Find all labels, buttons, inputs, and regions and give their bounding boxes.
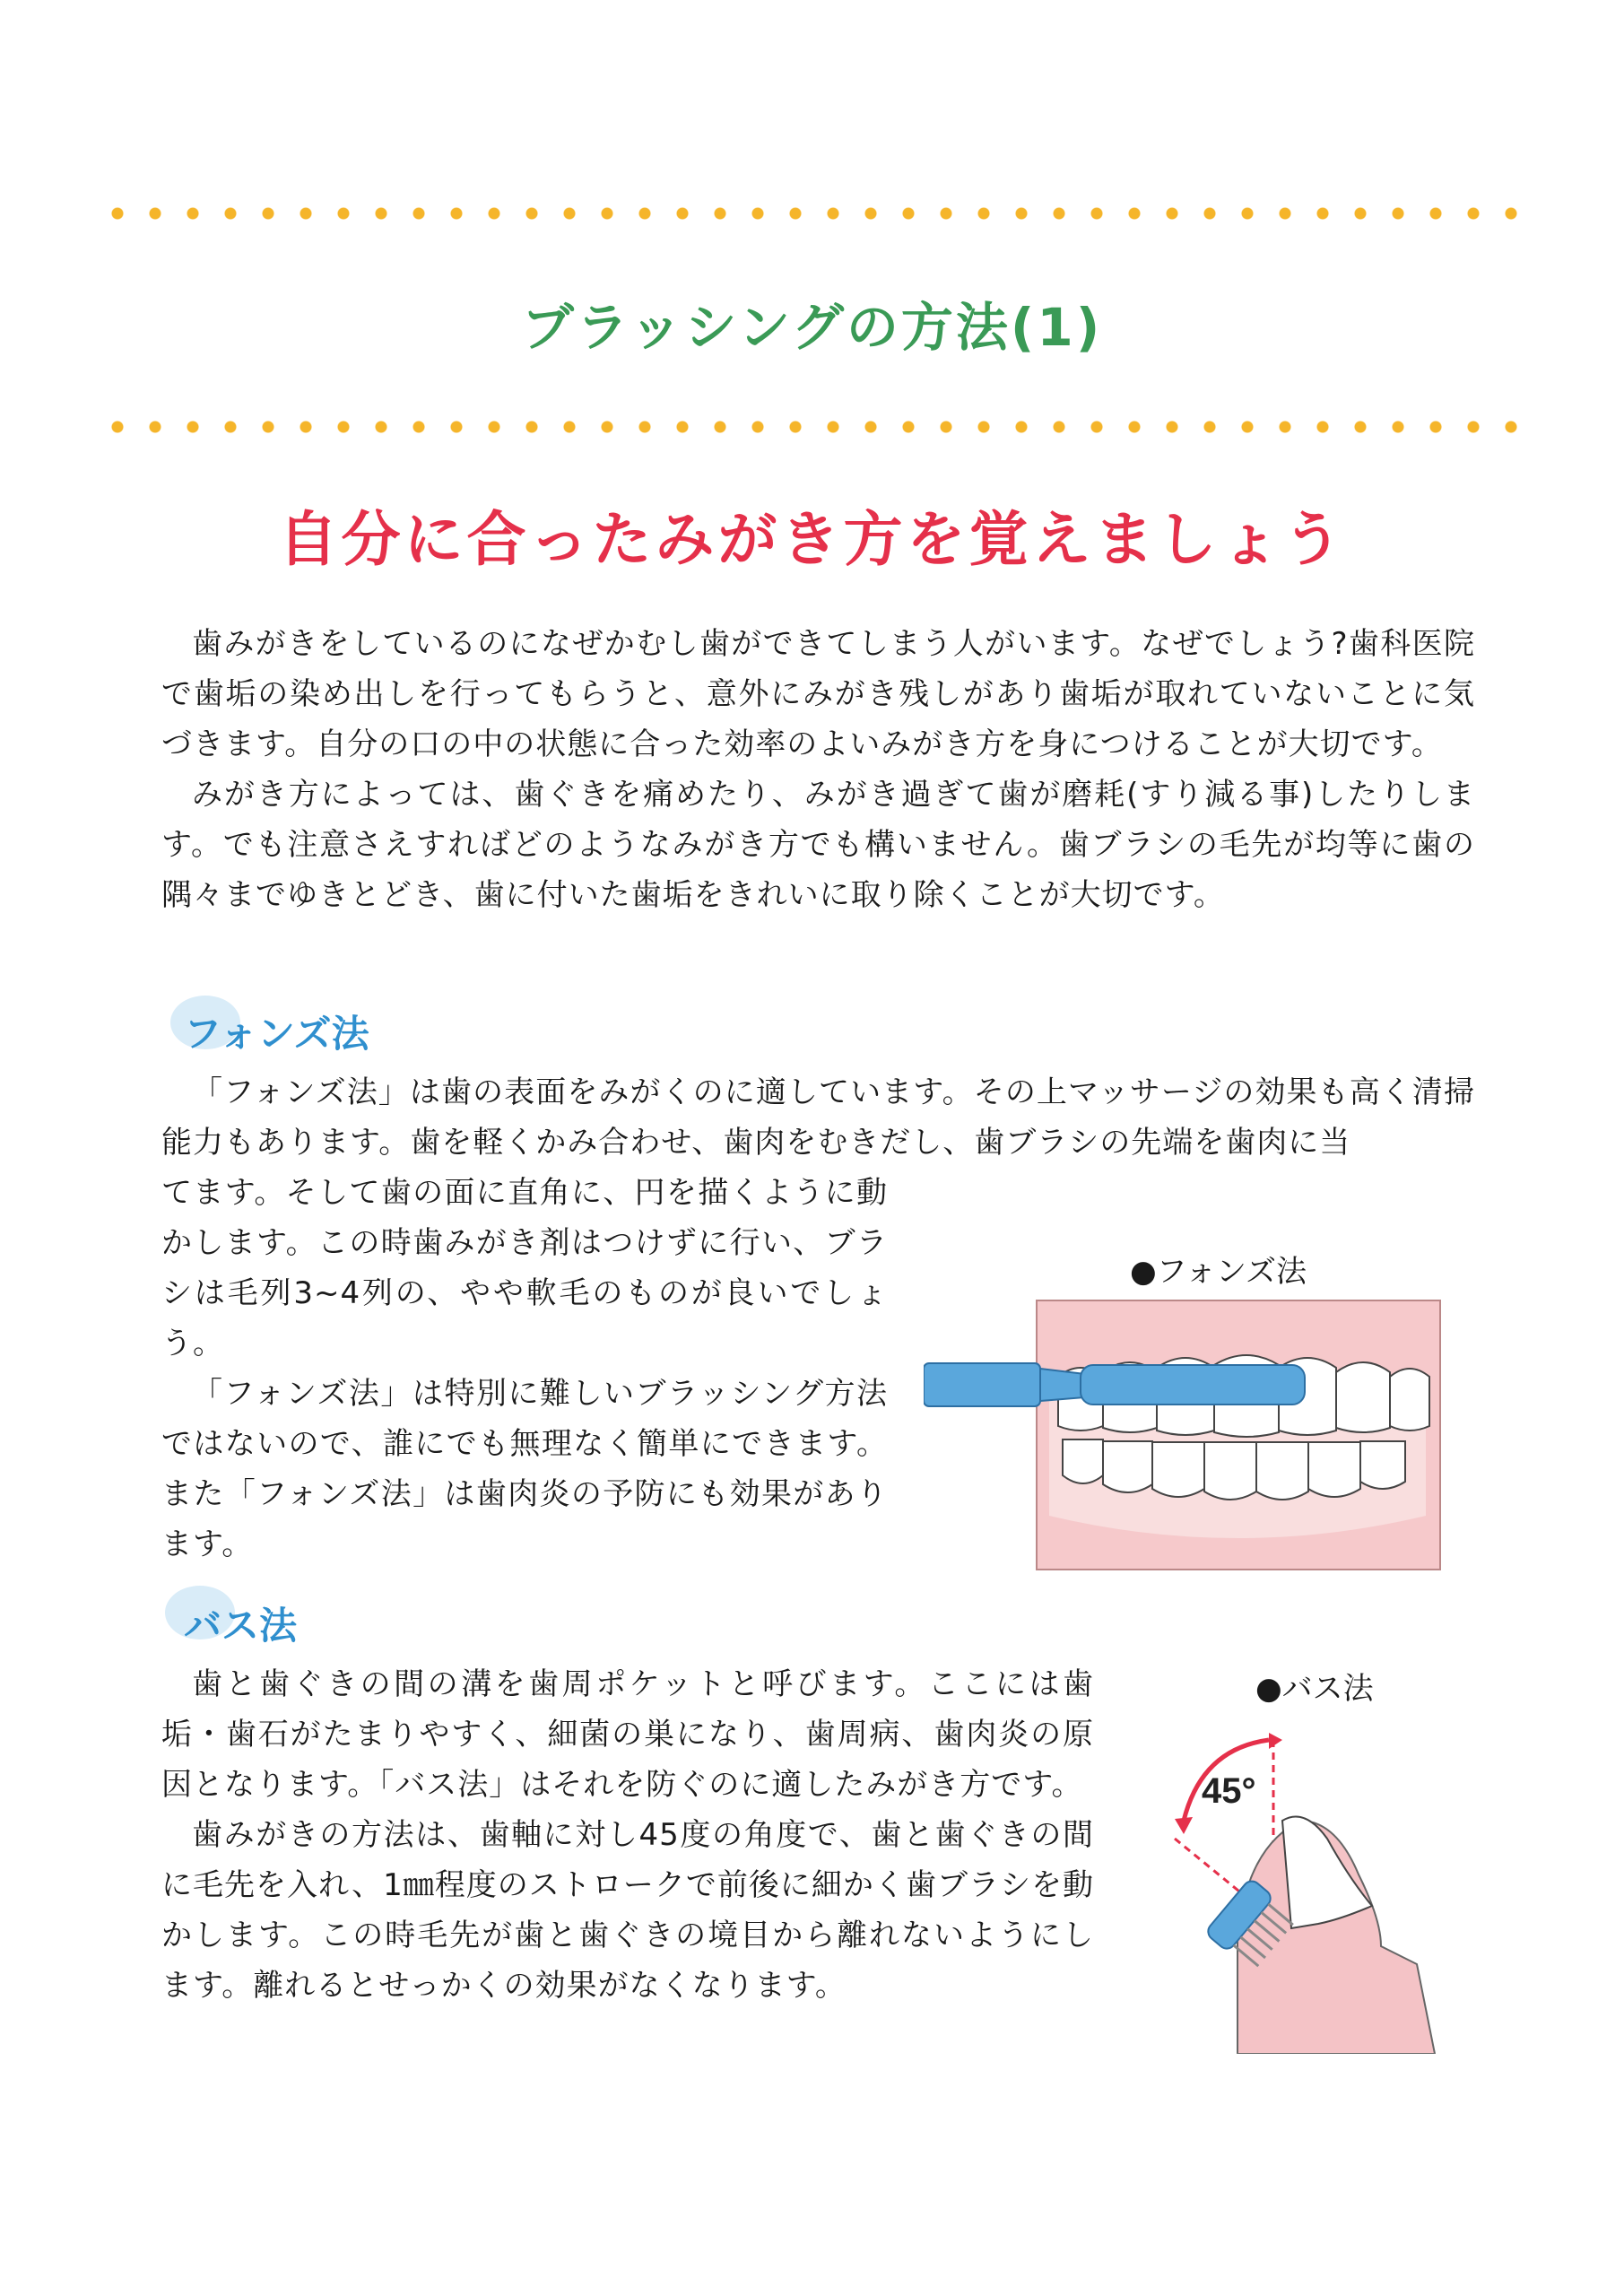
lower-teeth	[1063, 1439, 1405, 1500]
fones-paragraph-1-rest	[161, 1168, 888, 1570]
bass-text	[161, 1659, 1094, 2011]
top-dot-border	[99, 204, 1532, 222]
toothbrush-icon	[924, 1363, 1305, 1406]
bass-heading: バス法	[184, 1604, 298, 1648]
bass-paragraph-1: 歯と歯ぐきの間の溝を歯周ポケットと呼びます。ここには歯垢・歯石がたまりやすく、細菌の巣になり、歯周病、歯肉炎の原因となります。「バス法」はそれを防ぐのに適したみがき方です。	[161, 1666, 1094, 1803]
bass-figure-caption: ●バス法	[1255, 1671, 1374, 1707]
angle-arrow-right-icon	[1269, 1733, 1282, 1749]
headline: 自分に合ったみがき方を覚えましょう	[278, 505, 1346, 574]
fones-figure	[924, 1292, 1462, 1578]
bottom-dot-border	[99, 418, 1532, 436]
fones-paragraph-1-text: 「フォンズ法」は歯の表面をみがくのに適しています。その上マッサージの効果も高く清掃能力もあります。歯を軽くかみ合わせ、歯肉をむきだし、歯ブラシの先端を歯肉に当	[161, 1074, 1475, 1161]
fones-figure-caption: ●フォンズ法	[1130, 1254, 1307, 1290]
bass-figure	[1148, 1713, 1453, 2054]
page-title: ブラッシングの方法(1)	[521, 297, 1103, 358]
angle-arrow-left-icon	[1175, 1817, 1193, 1834]
angle-label: 45°	[1202, 1771, 1256, 1811]
fones-paragraph-1-rest-text: てます。そして歯の面に直角に、円を描くように動かします。この時歯みがき剤はつけずに行い、ブラシは毛列3~4列の、やや軟毛のものが良いでしょう。	[161, 1175, 888, 1361]
intro-paragraph-2: みがき方によっては、歯ぐきを痛めたり、みがき過ぎて歯が磨耗(すり減る事)したりします。でも注意さえすればどのようなみがき方でも構いません。歯ブラシの毛先が均等に歯の隅々までゆきとどき、歯に付いた歯垢をきれいに取り除くことが大切です。	[161, 777, 1475, 913]
intro-paragraph-1: 歯みがきをしているのになぜかむし歯ができてしまう人がいます。なぜでしょう?歯科医院で歯垢の染め出しを行ってもらうと、意外にみがき残しがあり歯垢が取れていないことに気づきます。自分の口の中の状態に合った効率のよいみがき方を身につけることが大切です。	[161, 626, 1475, 762]
intro-section	[161, 619, 1475, 920]
fones-paragraph-2: 「フォンズ法」は特別に難しいブラッシング方法ではないので、誰にでも無理なく簡単にできます。また「フォンズ法」は歯肉炎の予防にも効果があります。	[161, 1376, 888, 1562]
fones-paragraph-1	[161, 1067, 1475, 1168]
fones-heading: フォンズ法	[184, 1012, 369, 1056]
bass-paragraph-2: 歯みがきの方法は、歯軸に対し45度の角度で、歯と歯ぐきの間に毛先を入れ、1㎜程度のストロークで前後に細かく歯ブラシを動かします。この時毛先が歯と歯ぐきの境目から離れないようにします。離れるとせっかくの効果がなくなります。	[161, 1817, 1094, 2004]
